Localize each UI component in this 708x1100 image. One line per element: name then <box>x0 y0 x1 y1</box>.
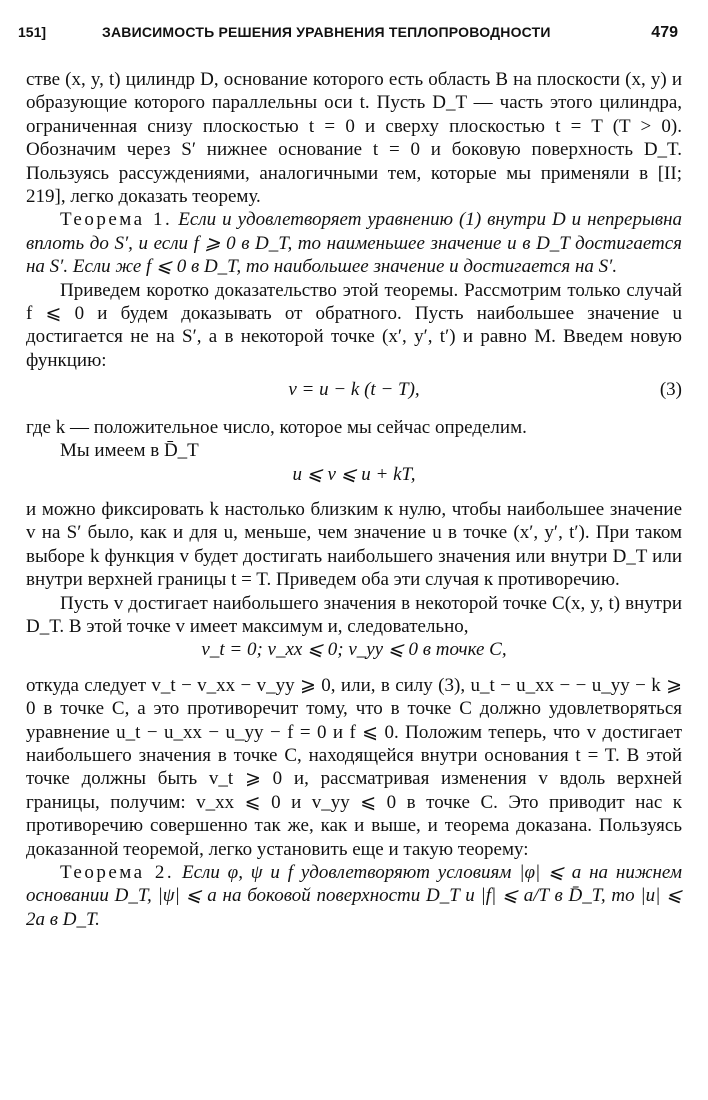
running-header <box>18 24 678 50</box>
running-title: ЗАВИСИМОСТЬ РЕШЕНИЯ УРАВНЕНИЯ ТЕПЛОПРОВОДНОСТИ <box>102 24 551 40</box>
paragraph-continuation: стве (x, y, t) цилиндр D, основание которого есть область B на плоскости (x, y) и образующие которого параллельны оси t. Пусть D_T — часть этого цилиндра, ограниченная снизу плоскостью t = 0 и сверху плоскостью t = T (T > 0). Обозначим через S′ нижнее основание t = 0 и боковую поверхность D_T. Пользуясь рассуждениями, аналогичными тем, которые мы применяли в [II; 219], легко доказать теорему. <box>26 69 682 208</box>
paragraph-we-have: Мы имеем в D̄_T <box>60 440 199 462</box>
paragraph-k-definition: где k — положительное число, которое мы сейчас определим. <box>26 416 527 438</box>
theorem-1-label: Теорема 1. <box>60 209 173 231</box>
section-number: 151] <box>18 24 47 40</box>
theorem-2 <box>26 861 682 931</box>
paragraph-proof-intro: Приведем коротко доказательство этой теоремы. Рассмотрим только случай f ⩽ 0 и будем доказывать от обратного. Пусть наибольшее значение u достигается не на S′, а в некоторой точке (x′, y′, t′) и равно M. Введем новую функцию: <box>26 279 682 371</box>
theorem-2-text: Если φ, ψ и f удовлетворяют условиям |φ| ⩽ a на нижнем основании D_T, |ψ| ⩽ a на боковой поверхности D_T и |f| ⩽ a/T в D̄_T, то |u| ⩽ 2a в D_T. <box>26 862 683 930</box>
equation-3-number: (3) <box>659 379 682 401</box>
theorem-1 <box>26 208 682 278</box>
theorem-1-text: Если u удовлетворяет уравнению (1) внутри D и непрерывна вплоть до S′, и если f ⩾ 0 в D_T, то наименьшее значение u в D_T достигается на S′. Если же f ⩽ 0 в D_T, то наибольшее значение u достигается на S′. <box>26 209 682 278</box>
equation-conditions-c: v_t = 0; v_xx ⩽ 0; v_yy ⩽ 0 в точке C, <box>201 639 507 661</box>
page-number: 479 <box>651 24 678 41</box>
equation-3-body: v = u − k (t − T), <box>288 379 420 401</box>
page-body <box>26 68 682 931</box>
paragraph-fix-k: и можно фиксировать k настолько близким к нулю, чтобы наибольшее значение v на S′ было, как и для u, меньше, чем значение u в точке (x′, y′, t′). При таком выборе k функция v будет достигать наибольшего значения или внутри D_T или внутри верхней границы t = T. Приведем оба эти случая к противоречию. <box>26 498 682 591</box>
theorem-2-label: Теорема 2. <box>60 862 175 883</box>
equation-3 <box>26 378 682 401</box>
paragraph-contradiction: откуда следует v_t − v_xx − v_yy ⩾ 0, или, в силу (3), u_t − u_xx − − u_yy − k ⩾ 0 в точке C, а это противоречит тому, что в точке C должно удовлетворяться уравнение u_t − u_xx − u_yy − f = 0 и f ⩽ 0. Положим теперь, что v достигает наибольшего значения в точке C, находящейся внутри основания t = T. В этой точке должны быть v_t ⩾ 0 и, рассматривая изменения v вдоль верхней границы, получим: v_xx ⩽ 0 и v_yy ⩽ 0 в точке C. Это приводит нас к противоречию совершенно так же, как и выше, и теорема доказана. Пользуясь доказанной теоремой, легко установить еще и такую теорему: <box>26 674 682 860</box>
paragraph-max-inside: Пусть v достигает наибольшего значения в некоторой точке C(x, y, t) внутри D_T. В этой точке v имеет максимум и, следовательно, <box>26 592 682 637</box>
equation-inequality: u ⩽ v ⩽ u + kT, <box>292 463 416 485</box>
